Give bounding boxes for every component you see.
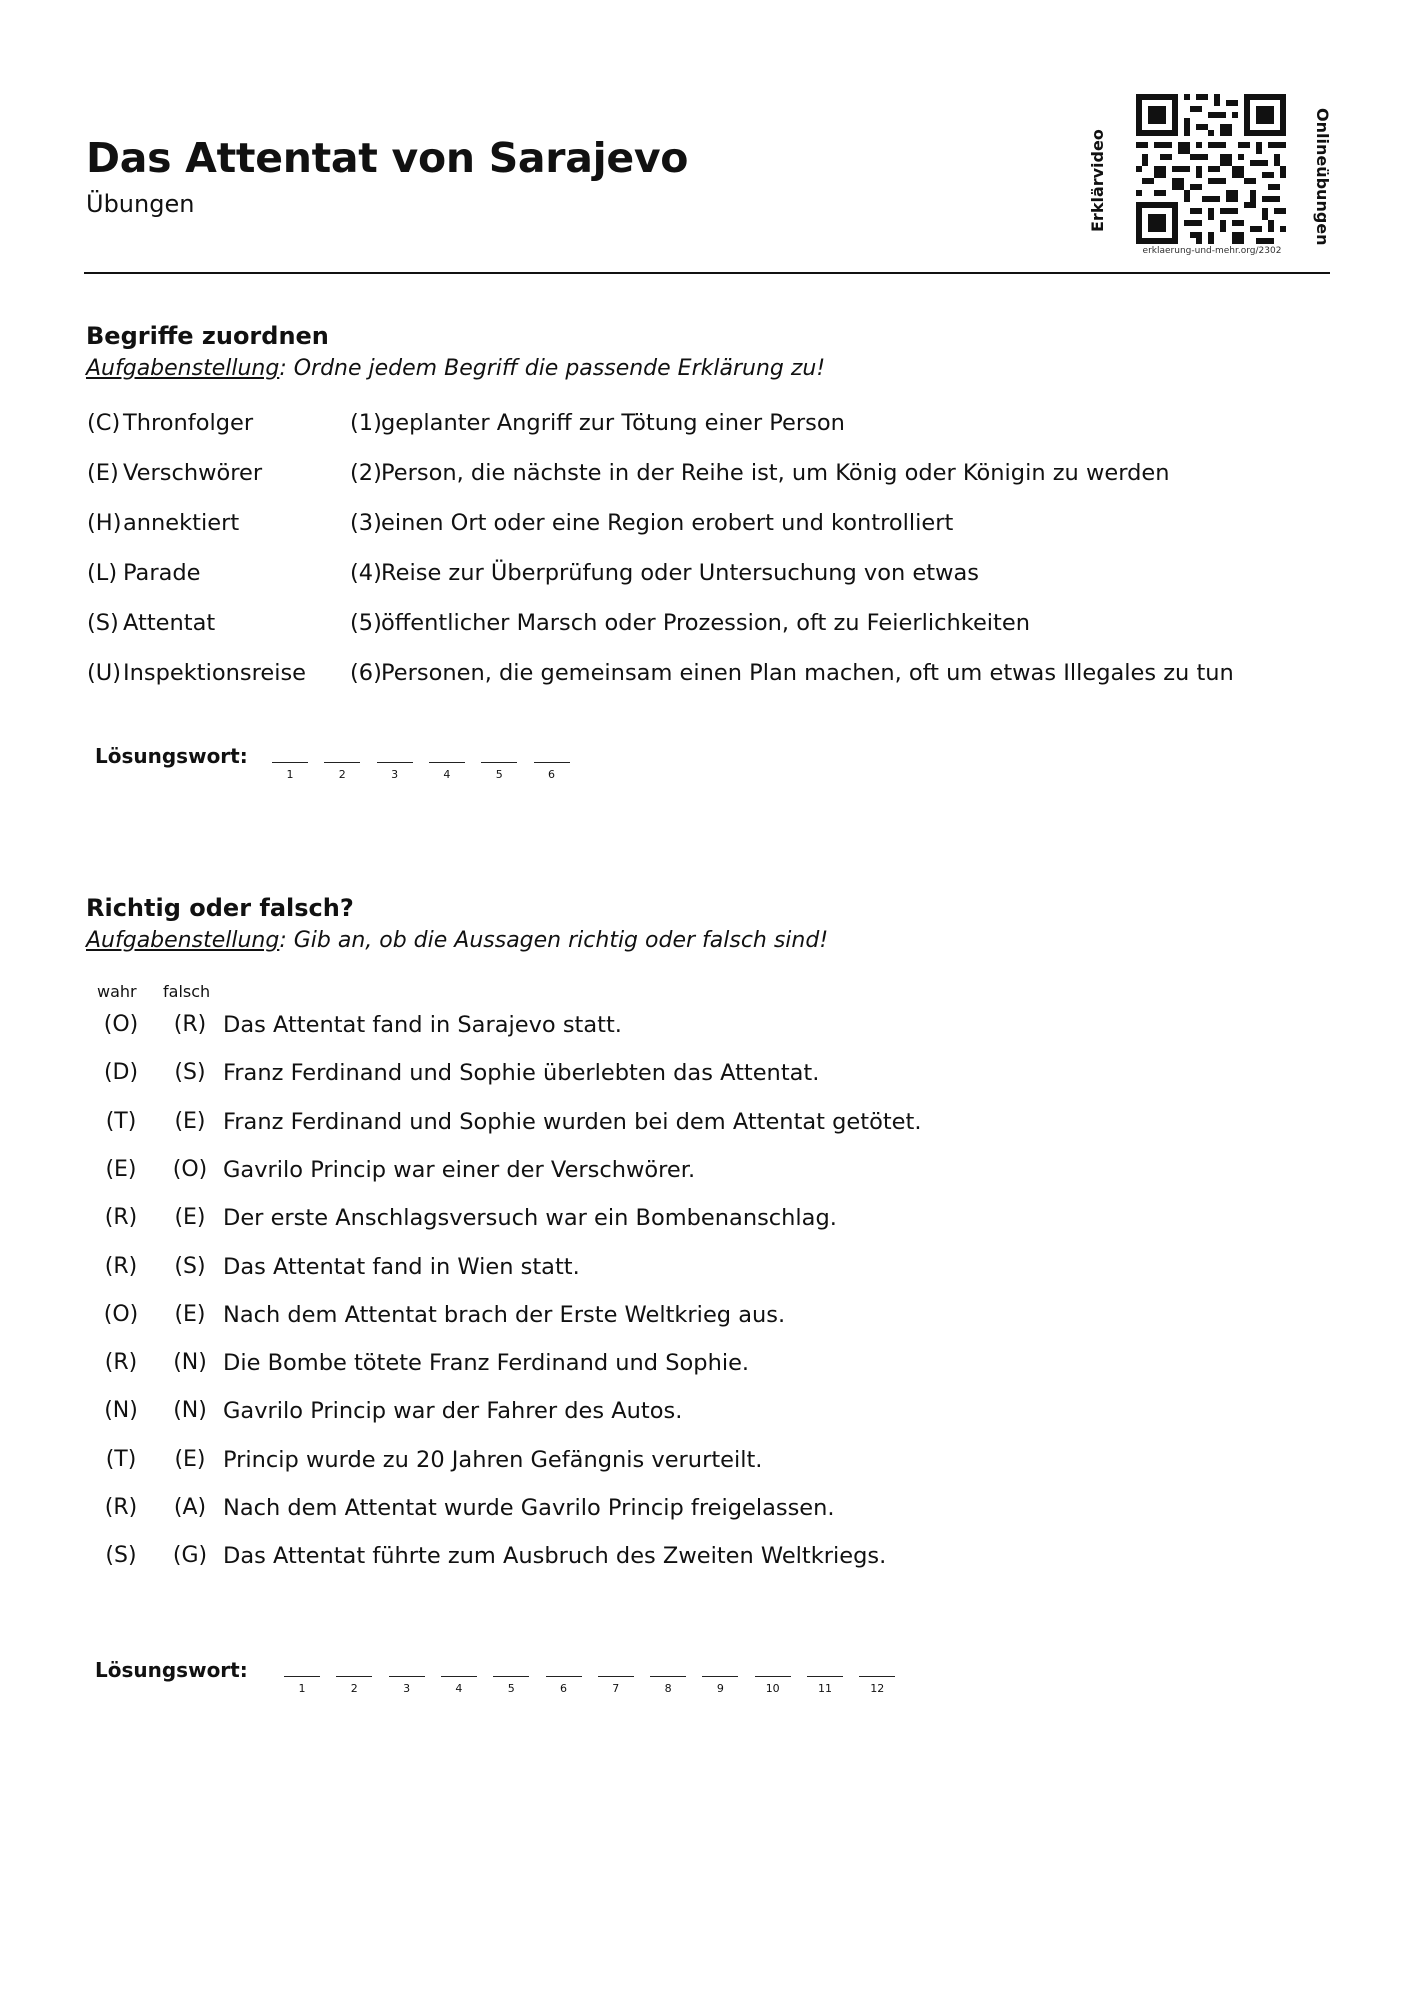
term-letter: (S) [87,610,119,636]
header-divider [84,272,1330,274]
false-option[interactable]: (N) [173,1350,207,1376]
false-option[interactable]: (E) [174,1108,206,1134]
true-option[interactable]: (D) [103,1060,139,1086]
solution-blank-number: 4 [443,768,451,781]
solution-blank[interactable] [859,1676,895,1677]
term-letter: (C) [87,410,121,436]
false-option[interactable]: (A) [173,1495,207,1520]
term-label: annektiert [123,510,240,536]
solution-blank[interactable] [493,1676,529,1677]
statement-text: Die Bombe tötete Franz Ferdinand und Sophie. [223,1350,750,1377]
solution-blank-number: 10 [765,1682,780,1695]
definition-number: (6) [350,660,382,686]
solution-blank-number: 4 [455,1682,463,1695]
definition-text: einen Ort oder eine Region erobert und kontrolliert [381,510,954,536]
instruction-label: Aufgabenstellung [86,928,280,953]
column-true-header: wahr [97,982,137,1001]
solution-blank-number: 3 [391,768,399,781]
false-option[interactable]: (G) [172,1543,208,1569]
term-letter: (H) [87,510,122,536]
qr-code-icon[interactable] [1136,94,1286,244]
solution-blank-number: 6 [560,1682,567,1695]
definition-text: Personen, die gemeinsam einen Plan machen, oft um etwas Illegales zu tun [381,660,1234,686]
false-option[interactable]: (E) [174,1446,206,1472]
solution-blank-number: 5 [495,768,503,781]
solution-blank-number: 9 [716,1682,724,1695]
instruction-label: Aufgabenstellung [86,356,280,381]
qr-url: erklaerung-und-mehr.org/2302 [1142,246,1282,256]
solution-blank-number: 7 [612,1682,620,1695]
solution-blank[interactable] [546,1676,582,1677]
solution-blank[interactable] [481,762,517,763]
true-option[interactable]: (O) [103,1301,139,1327]
true-option[interactable]: (R) [104,1253,138,1279]
false-option[interactable]: (E) [174,1205,206,1231]
term-label: Attentat [123,610,216,636]
true-option[interactable]: (T) [105,1446,137,1472]
solution-blank[interactable] [702,1676,738,1677]
statement-text: Nach dem Attentat wurde Gavrilo Princip freigelassen. [223,1495,835,1521]
solution-blank[interactable] [441,1676,477,1677]
solution-blank[interactable] [598,1676,634,1677]
definition-number: (4) [350,560,382,586]
solution-blank-number: 2 [350,1682,358,1695]
false-option[interactable]: (R) [173,1012,207,1037]
statement-text: Nach dem Attentat brach der Erste Weltkrieg aus. [223,1301,786,1328]
false-option[interactable]: (S) [174,1060,206,1086]
online-exercises-label[interactable]: Onlineübungen [1313,108,1332,246]
false-option[interactable]: (S) [174,1253,206,1279]
instruction-truefalse [86,928,828,953]
true-option[interactable]: (N) [104,1398,138,1424]
solution-blank[interactable] [429,762,465,763]
term-letter: (U) [87,660,122,686]
solution-blank[interactable] [389,1676,425,1677]
definition-number: (1) [350,410,382,436]
term-label: Verschwörer [123,460,263,486]
statement-text: Gavrilo Princip war der Fahrer des Autos. [223,1398,683,1425]
true-option[interactable]: (O) [103,1012,139,1037]
statement-text: Franz Ferdinand und Sophie überlebten das Attentat. [223,1060,820,1087]
instruction-text: : Ordne jedem Begriff die passende Erklärung zu! [279,356,826,381]
definition-text: Reise zur Überprüfung oder Untersuchung von etwas [381,560,979,586]
statement-text: Der erste Anschlagsversuch war ein Bombenanschlag. [223,1205,837,1232]
solution-label-1: Lösungswort: [95,744,248,768]
false-option[interactable]: (N) [173,1398,207,1424]
solution-blank[interactable] [377,762,413,763]
solution-blank-number: 5 [507,1682,515,1695]
true-option[interactable]: (E) [105,1156,137,1182]
section-title-matching: Begriffe zuordnen [86,322,329,350]
instruction-matching [86,356,825,381]
term-label: Inspektionsreise [123,660,307,686]
true-option[interactable]: (T) [105,1108,137,1134]
solution-blank[interactable] [336,1676,372,1677]
solution-blank[interactable] [324,762,360,763]
statement-text: Das Attentat führte zum Ausbruch des Zweiten Weltkriegs. [223,1543,887,1570]
solution-blank[interactable] [272,762,308,763]
term-label: Thronfolger [123,410,254,436]
instruction-text: : Gib an, ob die Aussagen richtig oder falsch sind! [279,928,829,953]
solution-blank[interactable] [650,1676,686,1677]
true-option[interactable]: (R) [104,1205,138,1231]
false-option[interactable]: (E) [174,1301,206,1327]
solution-blank[interactable] [755,1676,791,1677]
definition-number: (5) [350,610,382,636]
column-false-header: falsch [163,982,211,1001]
solution-blank[interactable] [534,762,570,763]
solution-blank-number: 6 [548,768,555,781]
statement-text: Das Attentat fand in Wien statt. [223,1253,580,1280]
definition-number: (2) [350,460,382,486]
solution-blank-number: 8 [664,1682,672,1695]
statement-text: Gavrilo Princip war einer der Verschwörer. [223,1156,696,1183]
section-title-truefalse: Richtig oder falsch? [86,894,354,922]
definition-text: Person, die nächste in der Reihe ist, um König oder Königin zu werden [381,460,1170,486]
term-letter: (L) [87,560,118,586]
solution-blank[interactable] [284,1676,320,1677]
solution-label-2: Lösungswort: [95,1658,248,1682]
true-option[interactable]: (R) [104,1350,138,1376]
statement-text: Das Attentat fand in Sarajevo statt. [223,1012,622,1038]
term-letter: (E) [87,460,119,486]
solution-blank-number: 3 [403,1682,411,1695]
video-label[interactable]: Erklärvideo [1088,129,1107,232]
statement-text: Franz Ferdinand und Sophie wurden bei dem Attentat getötet. [223,1108,922,1135]
true-option[interactable]: (S) [105,1543,137,1569]
solution-blank[interactable] [807,1676,843,1677]
false-option[interactable]: (O) [172,1156,208,1182]
solution-blank-number: 1 [298,1682,306,1695]
solution-blank-number: 12 [870,1682,885,1695]
solution-blank-number: 11 [818,1682,832,1695]
solution-blank-number: 1 [286,768,294,781]
true-option[interactable]: (R) [104,1495,138,1520]
definition-number: (3) [350,510,382,536]
page-subtitle: Übungen [86,190,195,218]
page-title: Das Attentat von Sarajevo [86,134,689,182]
statement-text: Princip wurde zu 20 Jahren Gefängnis verurteilt. [223,1446,763,1473]
definition-text: geplanter Angriff zur Tötung einer Person [381,410,845,436]
definition-text: öffentlicher Marsch oder Prozession, oft zu Feierlichkeiten [381,610,1030,636]
solution-blank-number: 2 [338,768,346,781]
term-label: Parade [123,560,201,586]
